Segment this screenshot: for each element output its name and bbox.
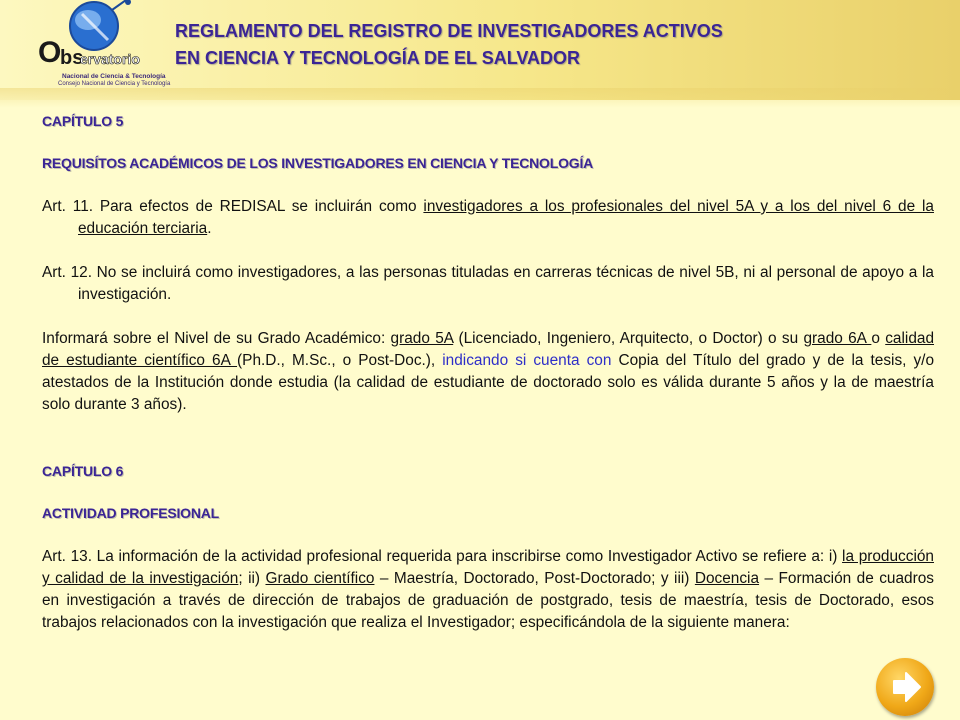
chapter-6-label: CAPÍTULO 6 <box>42 463 124 479</box>
title-line-1: REGLAMENTO DEL REGISTRO DE INVESTIGADORES ACTIVOS <box>175 21 723 41</box>
article-12: Art. 12. No se incluirá como investigadores, a las personas tituladas en carreras técnicas de nivel 5B, ni al personal de apoyo a la investigación. <box>42 264 934 303</box>
article-13: Art. 13. La información de la actividad profesional requerida para inscribirse como Investigador Activo se refiere a: i) la producción y calidad de la investigación; ii) Grado científico – Maestría, Doctorado, Post-Doctorado; y iii) Docencia – Formación de cuadros en investigación a través de dirección de trabajos de graduación de postgrado, tesis de maestría, tesis de Doctorado, esos trabajos relacionados con la investigación que realiza el Investigador; especificándola de la siguiente manera: <box>42 548 934 631</box>
logo-line-2: Consejo Nacional de Ciencia y Tecnología <box>58 81 171 87</box>
svg-text:bs: bs <box>60 47 84 69</box>
highlighted-text: indicando si cuenta con <box>442 352 612 369</box>
svg-text:O: O <box>38 36 62 69</box>
chapter-5-label: CAPÍTULO 5 <box>42 113 124 129</box>
observatorio-logo <box>24 0 184 96</box>
next-slide-button[interactable] <box>876 658 934 716</box>
title-line-2: EN CIENCIA Y TECNOLOGÍA DE EL SALVADOR <box>175 48 581 68</box>
page-title <box>175 18 723 72</box>
grado-info-paragraph: Informará sobre el Nivel de su Grado Académico: grado 5A (Licenciado, Ingeniero, Arquitecto, o Doctor) o su grado 6A o calidad de estudiante científico 6A (Ph.D., M.Sc., o Post-Doc.), indicando si cuenta con Copia del Título del grado y de la tesis, y/o atestados de la Institución donde estudia (la calidad de estudiante de doctorado solo es válida durante 5 años y la de maestría solo durante 3 años). <box>42 330 935 413</box>
svg-text:ervatorio: ervatorio <box>80 51 140 67</box>
logo-line-1: Nacional de Ciencia & Tecnología <box>62 73 166 80</box>
article-11-underlined: investigadores a los profesionales del nivel 5A y a los del nivel 6 de la educación terciaria <box>78 198 934 237</box>
chapter-5-heading: REQUISÍTOS ACADÉMICOS DE LOS INVESTIGADORES EN CIENCIA Y TECNOLOGÍA <box>42 155 594 171</box>
document-body <box>42 110 934 634</box>
article-11: Art. 11. Para efectos de REDISAL se incluirán como investigadores a los profesionales del nivel 5A y a los del nivel 6 de la educación terciaria. <box>42 198 934 237</box>
arrow-right-icon <box>876 658 934 716</box>
chapter-6-heading: ACTIVIDAD PROFESIONAL <box>42 505 220 521</box>
